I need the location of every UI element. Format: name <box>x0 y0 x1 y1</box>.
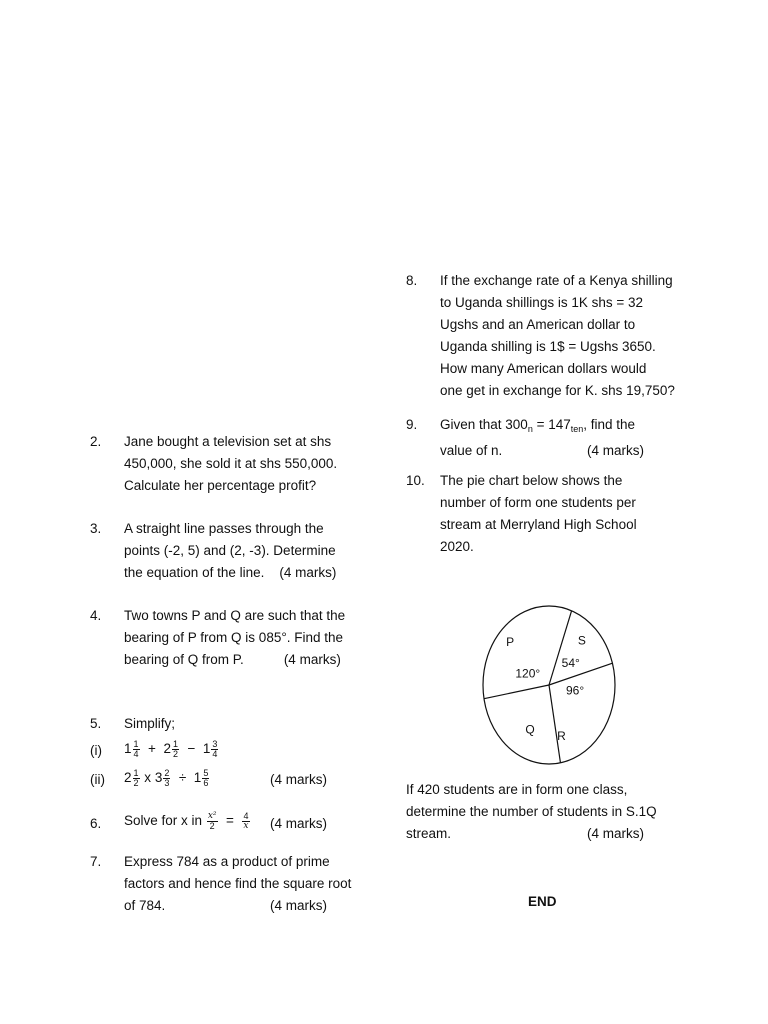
question-text <box>124 605 345 671</box>
pie-followup-question <box>406 779 726 845</box>
operator: − <box>187 741 196 756</box>
question-number: 7. <box>90 854 102 869</box>
equals-sign: = <box>226 813 234 828</box>
subscript: ten <box>570 424 584 434</box>
question-5-part-i <box>90 738 390 764</box>
question-text <box>124 810 251 832</box>
pie-divider-s <box>549 611 572 685</box>
question-line: determine the number of students in S.1Q <box>406 804 657 819</box>
question-line-text: Given that 300 <box>440 417 528 432</box>
question-line <box>440 440 720 462</box>
pie-angle-label-p: 120° <box>515 666 541 681</box>
question-line: bearing of P from Q is 085°. Find the <box>124 630 344 645</box>
question-line: of 784. <box>124 898 166 913</box>
question-line-text: the equation of the line. <box>124 565 265 580</box>
question-line: 450,000, she sold it at shs 550,000. <box>124 456 338 471</box>
question-text <box>440 470 637 558</box>
question-line: A straight line passes through the <box>124 521 324 536</box>
question-text <box>124 431 337 497</box>
part-label: (ii) <box>90 772 105 787</box>
question-line-text: , find the <box>583 417 636 432</box>
expression <box>124 738 219 760</box>
marks-label: (4 marks) <box>283 652 341 667</box>
question-number: 10. <box>406 473 425 488</box>
question-line: to Uganda shillings is 1K shs = 32 <box>440 295 643 310</box>
marks-label: (4 marks) <box>270 772 327 787</box>
pie-angle-label-r: 96° <box>565 683 585 698</box>
operator: + <box>148 741 156 756</box>
fraction: $\frac{\text{x²}}{2}$ <box>207 810 217 831</box>
fraction: $\frac{2}{3}$ <box>164 767 170 788</box>
question-line <box>440 414 720 440</box>
question-line <box>124 649 345 671</box>
pie-sectors <box>483 606 615 764</box>
whole-number: 2 <box>163 741 171 756</box>
fraction: $\frac{3}{4}$ <box>212 738 218 759</box>
whole-number: 2 <box>124 770 132 785</box>
marks-label: (4 marks) <box>587 826 644 841</box>
pie-chart <box>474 604 624 766</box>
question-line: factors and hence find the square root <box>124 876 352 891</box>
question-number: 4. <box>90 608 102 623</box>
question-number: 9. <box>406 417 418 432</box>
question-text <box>124 518 336 584</box>
question-line: Uganda shilling is 1$ = Ugshs 3650. <box>440 339 656 354</box>
whole-number: 1 <box>202 741 211 756</box>
pie-label-q: Q <box>525 722 535 737</box>
question-line: stream at Merryland High School <box>440 517 637 532</box>
whole-number: 1 <box>124 741 132 756</box>
question-5-part-ii <box>90 767 390 793</box>
question-line <box>124 562 336 584</box>
question-6 <box>90 810 390 838</box>
fraction: $\frac{1}{2}$ <box>172 738 178 759</box>
question-line: Ugshs and an American dollar to <box>440 317 636 332</box>
question-number: 2. <box>90 434 102 449</box>
question-text <box>440 270 675 402</box>
operator: ÷ <box>178 770 187 785</box>
question-line: How many American dollars would <box>440 361 647 376</box>
marks-label: (4 marks) <box>587 443 644 458</box>
question-line-text: Solve for x in <box>124 813 203 828</box>
question-line: Two towns P and Q are such that the <box>124 608 346 623</box>
question-line: Jane bought a television set at shs <box>124 434 332 449</box>
expression <box>124 767 210 789</box>
fraction: $\frac{1}{4}$ <box>133 738 139 759</box>
question-number: 3. <box>90 521 102 536</box>
fraction: $\frac{4}{x}$ <box>243 810 249 831</box>
question-number: 5. <box>90 716 102 731</box>
question-text <box>440 414 720 462</box>
pie-label-p: P <box>506 635 515 650</box>
question-line: Express 784 as a product of prime <box>124 854 330 869</box>
pie-label-s: S <box>577 633 586 648</box>
pie-divider-p <box>484 685 549 699</box>
pie-angle-label-s: 54° <box>561 655 580 670</box>
end-marker: END <box>528 894 557 909</box>
pie-divider-r <box>549 663 612 685</box>
whole-number: 1 <box>193 770 202 785</box>
question-line <box>406 823 726 845</box>
question-line-text: = 147 <box>532 417 571 432</box>
question-line: Calculate her percentage profit? <box>124 478 317 493</box>
question-intro: Simplify; <box>124 716 176 731</box>
pie-label-r: R <box>557 728 566 743</box>
question-line: one get in exchange for K. shs 19,750? <box>440 383 675 398</box>
marks-label: (4 marks) <box>279 565 337 580</box>
pie-divider-q <box>549 685 560 763</box>
pie-labels <box>506 633 586 742</box>
fraction: $\frac{5}{6}$ <box>203 767 209 788</box>
subscript: n <box>527 424 533 434</box>
question-line: The pie chart below shows the <box>440 473 623 488</box>
question-number: 8. <box>406 273 418 288</box>
question-line: number of form one students per <box>440 495 636 510</box>
question-line: 2020. <box>440 539 474 554</box>
question-line-text: bearing of Q from P. <box>124 652 244 667</box>
marks-label: (4 marks) <box>270 816 327 831</box>
whole-number: 3 <box>154 770 163 785</box>
question-line-text: value of n. <box>440 443 503 458</box>
marks-label: (4 marks) <box>270 898 327 913</box>
part-label: (i) <box>90 743 102 758</box>
question-line: If 420 students are in form one class, <box>406 782 628 797</box>
question-line: points (-2, 5) and (2, -3). Determine <box>124 543 336 558</box>
question-line: If the exchange rate of a Kenya shilling <box>440 273 673 288</box>
fraction: $\frac{1}{2}$ <box>133 767 139 788</box>
operator: x <box>144 770 152 785</box>
question-line-text: stream. <box>406 826 452 841</box>
question-number: 6. <box>90 816 102 831</box>
